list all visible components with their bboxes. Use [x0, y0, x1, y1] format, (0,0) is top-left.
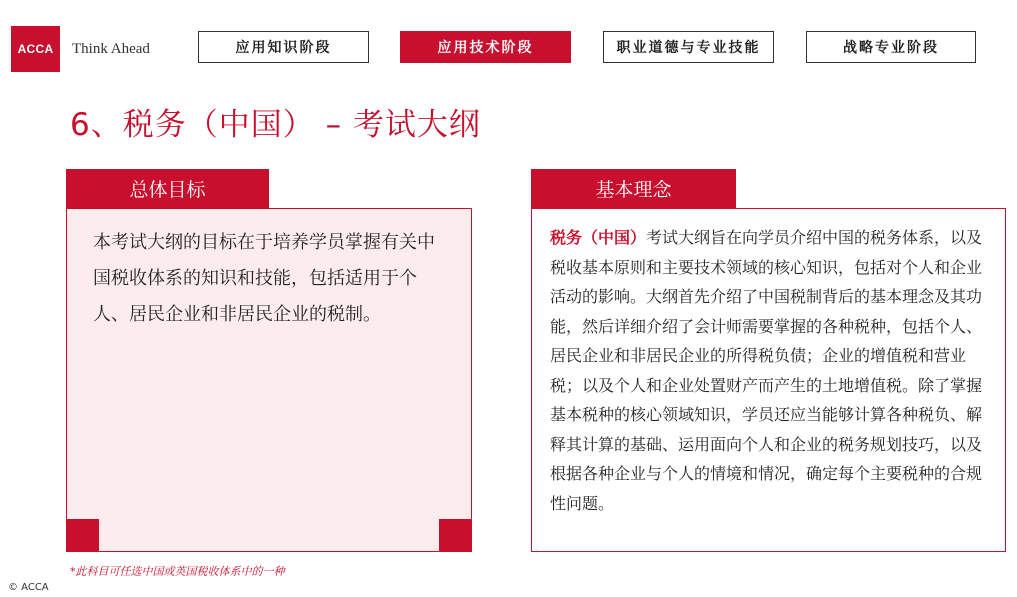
corner-decoration-right — [439, 519, 471, 551]
copyright: © ACCA — [8, 582, 49, 593]
overall-objective-text: 本考试大纲的目标在于培养学员掌握有关中国税收体系的知识和技能，包括适用于个人、居民企业和非居民企业的税制。 — [93, 232, 435, 325]
rationale-lead: 税务（中国） — [550, 228, 647, 247]
tab-applied-knowledge[interactable]: 应用知识阶段 — [198, 31, 369, 63]
footnote: *此科目可任选中国或英国税收体系中的一种 — [70, 565, 285, 578]
page-title: 6、税务（中国） – 考试大纲 — [70, 107, 481, 143]
rationale-body: 考试大纲旨在向学员介绍中国的税务体系，以及税收基本原则和主要技术领域的核心知识，包括对个人和企业活动的影响。大纲首先介绍了中国税制背后的基本理念及其功能，然后详细介绍了会计师需要掌握的各种税种，包括个人、居民企业和非居民企业的所得税负债；企业的增值税和营业税；以及个人和企业处置财产而产生的土地增值税。除了掌握基本税种的核心领域知识，学员还应当能够计算各种税负、解释其计算的基础、运用面向个人和企业的税务规划技巧，以及根据各种企业与个人的情境和情况，确定每个主要税种的合规性问题。 — [550, 228, 983, 513]
tab-applied-skills[interactable]: 应用技术阶段 — [400, 31, 571, 63]
tab-strategic-professional[interactable]: 战略专业阶段 — [806, 31, 976, 63]
tab-ethics-professional-skills[interactable]: 职业道德与专业技能 — [603, 31, 774, 63]
rationale-text — [550, 223, 995, 518]
rationale-panel — [531, 208, 1006, 552]
acca-logo — [11, 26, 60, 72]
logo-text: ACCA — [17, 42, 54, 56]
overall-objective-header: 总体目标 — [66, 169, 269, 208]
overall-objective-panel — [66, 208, 472, 552]
rationale-header: 基本理念 — [531, 169, 736, 208]
corner-decoration-left — [67, 519, 99, 551]
brand-tagline: Think Ahead — [72, 41, 150, 57]
